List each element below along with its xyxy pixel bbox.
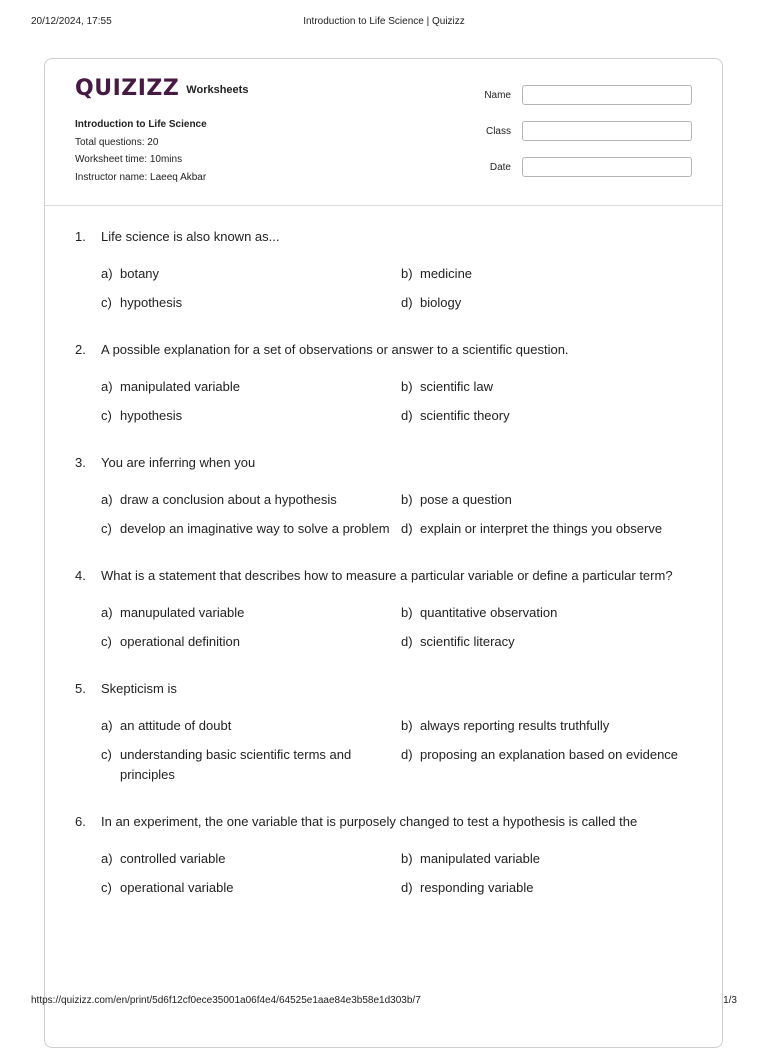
option-text: develop an imaginative way to solve a problem	[120, 521, 390, 536]
option-letter: b)	[401, 718, 413, 733]
option-text: operational definition	[120, 634, 240, 649]
option-letter: a)	[101, 492, 113, 507]
option-a	[101, 264, 401, 284]
option-letter: b)	[401, 379, 413, 394]
option-letter: b)	[401, 605, 413, 620]
answer-options	[101, 377, 692, 435]
option-text: scientific law	[420, 379, 493, 394]
option-letter: a)	[101, 718, 113, 733]
option-text: quantitative observation	[420, 605, 558, 620]
option-text: operational variable	[120, 880, 234, 895]
option-text: an attitude of doubt	[120, 718, 232, 733]
option-letter: d)	[401, 747, 413, 762]
class-field-row	[452, 121, 692, 143]
option-text: manipulated variable	[120, 379, 240, 394]
option-text: botany	[120, 266, 160, 281]
option-letter: d)	[401, 880, 413, 895]
option-text: explain or interpret the things you observe	[420, 521, 663, 536]
option-letter: c)	[101, 521, 112, 536]
option-text: manipulated variable	[420, 851, 540, 866]
question-number: 6.	[75, 814, 86, 829]
option-letter: b)	[401, 851, 413, 866]
print-url: https://quizizz.com/en/print/5d6f12cf0ece35001a06f4e4/64525e1aae84e3b58e1d303b/7	[31, 995, 421, 1006]
option-d	[401, 878, 692, 898]
question-text: Skepticism is	[101, 681, 177, 696]
question-5	[75, 681, 692, 794]
question-stem	[75, 455, 692, 471]
question-4	[75, 568, 692, 661]
option-d	[401, 632, 692, 652]
option-d	[401, 406, 692, 426]
question-text: What is a statement that describes how to measure a particular variable or define a particular term?	[101, 568, 673, 583]
option-c	[101, 293, 401, 313]
print-page-title: Introduction to Life Science | Quizizz	[303, 16, 465, 27]
question-6	[75, 814, 692, 907]
question-number: 1.	[75, 229, 86, 244]
option-text: draw a conclusion about a hypothesis	[120, 492, 337, 507]
question-text: Life science is also known as...	[101, 229, 280, 244]
option-text: medicine	[420, 266, 473, 281]
question-number: 2.	[75, 342, 86, 357]
question-text: A possible explanation for a set of observations or answer to a scientific question.	[101, 342, 569, 357]
option-d	[401, 519, 692, 539]
option-b	[401, 603, 692, 623]
option-c	[101, 519, 401, 539]
answer-options	[101, 849, 692, 907]
option-letter: a)	[101, 605, 113, 620]
option-b	[401, 716, 692, 736]
option-letter: d)	[401, 408, 413, 423]
worksheet-title: Introduction to Life Science	[75, 119, 207, 130]
option-c	[101, 632, 401, 652]
brand	[75, 77, 248, 101]
answer-options	[101, 716, 692, 794]
class-label: Class	[485, 126, 511, 137]
option-letter: d)	[401, 634, 413, 649]
print-datetime: 20/12/2024, 17:55	[31, 16, 112, 27]
worksheet-header	[45, 59, 722, 206]
option-b	[401, 264, 692, 284]
print-header	[31, 16, 737, 30]
option-text: proposing an explanation based on evidence	[420, 747, 679, 762]
date-field[interactable]	[522, 157, 692, 177]
option-a	[101, 716, 401, 736]
question-2	[75, 342, 692, 435]
option-letter: a)	[101, 379, 113, 394]
question-number: 4.	[75, 568, 86, 583]
option-text: manupulated variable	[120, 605, 245, 620]
option-a	[101, 603, 401, 623]
option-text: scientific theory	[420, 408, 510, 423]
option-text: biology	[420, 295, 462, 310]
name-field[interactable]	[522, 85, 692, 105]
option-b	[401, 849, 692, 869]
student-fields	[452, 85, 692, 193]
option-text: hypothesis	[120, 408, 183, 423]
worksheet	[44, 58, 723, 1048]
question-stem	[75, 342, 692, 358]
option-c	[101, 406, 401, 426]
answer-options	[101, 603, 692, 661]
worksheet-time: Worksheet time: 10mins	[75, 154, 183, 165]
question-stem	[75, 814, 692, 830]
total-questions: Total questions: 20	[75, 136, 159, 148]
option-d	[401, 745, 692, 785]
option-a	[101, 849, 401, 869]
option-text: controlled variable	[120, 851, 226, 866]
question-stem	[75, 568, 692, 584]
option-text: responding variable	[420, 880, 534, 895]
question-3	[75, 455, 692, 548]
option-letter: c)	[101, 408, 112, 423]
option-letter: d)	[401, 295, 413, 310]
option-letter: c)	[101, 747, 112, 762]
class-field[interactable]	[522, 121, 692, 141]
option-letter: a)	[101, 266, 113, 281]
question-number: 5.	[75, 681, 86, 696]
option-letter: a)	[101, 851, 113, 866]
option-letter: c)	[101, 295, 112, 310]
option-d	[401, 293, 692, 313]
date-field-row	[452, 157, 692, 179]
question-list	[75, 229, 692, 927]
instructor-name: Instructor name: Laeeq Akbar	[75, 171, 207, 183]
option-text: always reporting results truthfully	[420, 718, 610, 733]
quizizz-logo: QUIZIZZ	[75, 76, 180, 101]
print-footer	[31, 995, 737, 1009]
option-letter: c)	[101, 880, 112, 895]
option-c	[101, 878, 401, 898]
name-label: Name	[484, 90, 511, 101]
option-a	[101, 490, 401, 510]
option-letter: d)	[401, 521, 413, 536]
option-text: understanding basic scientific terms and principles	[120, 747, 352, 782]
question-1	[75, 229, 692, 322]
date-label: Date	[489, 162, 511, 173]
question-stem	[75, 229, 692, 245]
question-stem	[75, 681, 692, 697]
question-text: You are inferring when you	[101, 455, 256, 470]
question-number: 3.	[75, 455, 86, 470]
worksheet-meta	[75, 116, 207, 186]
option-text: scientific literacy	[420, 634, 515, 649]
option-letter: b)	[401, 492, 413, 507]
option-b	[401, 490, 692, 510]
option-text: pose a question	[420, 492, 512, 507]
option-c	[101, 745, 401, 785]
page-number: 1/3	[723, 995, 737, 1006]
option-letter: b)	[401, 266, 413, 281]
option-letter: c)	[101, 634, 112, 649]
question-text: In an experiment, the one variable that is purposely changed to test a hypothesis is called the	[101, 814, 638, 829]
brand-subtitle: Worksheets	[186, 84, 249, 96]
option-b	[401, 377, 692, 397]
answer-options	[101, 264, 692, 322]
option-a	[101, 377, 401, 397]
name-field-row	[452, 85, 692, 107]
option-text: hypothesis	[120, 295, 183, 310]
answer-options	[101, 490, 692, 548]
